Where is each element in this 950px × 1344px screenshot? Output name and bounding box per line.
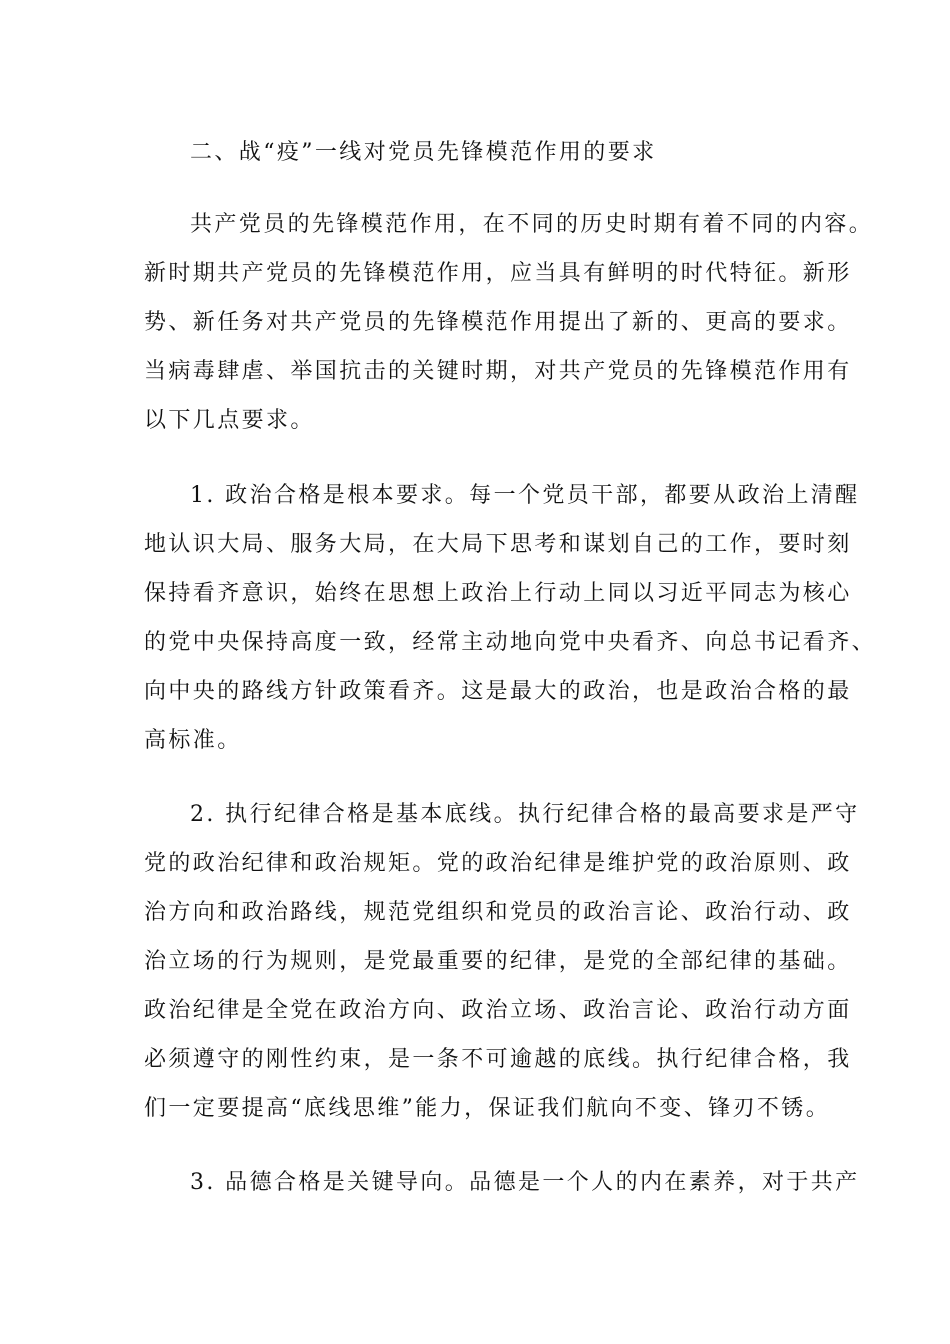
point2-line-6: 必须遵守的刚性约束，是一条不可逾越的底线。执行纪律合格，我 [144, 1047, 852, 1072]
intro-line-3: 势、新任务对共产党员的先锋模范作用提出了新的、更高的要求。 [144, 310, 852, 335]
point1-line-3: 保持看齐意识，始终在思想上政治上行动上同以习近平同志为核心 [144, 581, 852, 606]
point1-line-1: 1. 政治合格是根本要求。每一个党员干部，都要从政治上清醒 [190, 483, 860, 508]
point2-line-5: 政治纪律是全党在政治方向、政治立场、政治言论、政治行动方面 [144, 998, 852, 1023]
intro-line-1: 共产党员的先锋模范作用，在不同的历史时期有着不同的内容。 [190, 212, 874, 237]
point2-line-4: 治立场的行为规则，是党最重要的纪律，是党的全部纪律的基础。 [144, 949, 852, 974]
point2-line-2: 党的政治纪律和政治规矩。党的政治纪律是维护党的政治原则、政 [144, 851, 852, 876]
point3-line-1: 3. 品德合格是关键导向。品德是一个人的内在素养，对于共产 [190, 1170, 860, 1195]
intro-line-2: 新时期共产党员的先锋模范作用，应当具有鲜明的时代特征。新形 [144, 261, 852, 286]
point1-line-5: 向中央的路线方针政策看齐。这是最大的政治，也是政治合格的最 [144, 679, 852, 704]
section-heading: 二、战“疫”一线对党员先锋模范作用的要求 [190, 140, 657, 165]
point2-line-7: 们一定要提高“底线思维”能力，保证我们航向不变、锋刃不锈。 [144, 1096, 831, 1121]
intro-line-4: 当病毒肆虐、举国抗击的关键时期，对共产党员的先锋模范作用有 [144, 359, 852, 384]
intro-line-5: 以下几点要求。 [144, 408, 315, 433]
point2-line-3: 治方向和政治路线，规范党组织和党员的政治言论、政治行动、政 [144, 900, 852, 925]
point1-line-6: 高标准。 [144, 728, 242, 753]
point2-line-1: 2. 执行纪律合格是基本底线。执行纪律合格的最高要求是严守 [190, 802, 860, 827]
point1-line-4: 的党中央保持高度一致，经常主动地向党中央看齐、向总书记看齐、 [144, 630, 877, 655]
point1-line-2: 地认识大局、服务大局，在大局下思考和谋划自己的工作，要时刻 [144, 532, 852, 557]
